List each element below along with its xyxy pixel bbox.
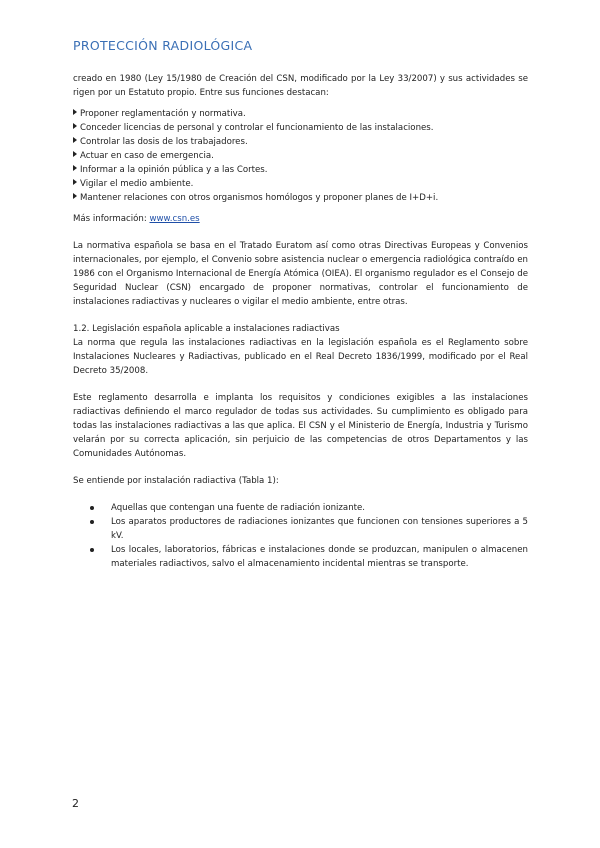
list-item: Los aparatos productores de radiaciones ionizantes que funcionen con tensiones superiores a 5 kV. xyxy=(73,515,528,543)
more-info xyxy=(73,212,528,226)
list-item: Vigilar el medio ambiente. xyxy=(73,177,528,191)
list-item: Mantener relaciones con otros organismos homólogos y proponer planes de I+D+i. xyxy=(73,191,528,205)
arrow-bullet-icon xyxy=(73,109,77,115)
page-number: 2 xyxy=(72,797,79,810)
list-item: Informar a la opinión pública y a las Cortes. xyxy=(73,163,528,177)
section-paragraph: La norma que regula las instalaciones radiactivas en la legislación española es el Reglamento sobre Instalaciones Nucleares y Radiactivas, publicado en el Real Decreto 1836/1999, modificado por el Real Decreto 35/2008. xyxy=(73,338,528,376)
bullet-dot-icon xyxy=(90,520,94,524)
bullet-dot-icon xyxy=(90,506,94,510)
definition-intro: Se entiende por instalación radiactiva (Tabla 1): xyxy=(73,476,279,486)
list-item: Los locales, laboratorios, fábricas e instalaciones donde se produzcan, manipulen o almacenen materiales radiactivos, salvo el almacenamiento incidental mientras se transporte. xyxy=(73,543,528,571)
bullet-dot-icon xyxy=(90,548,94,552)
arrow-bullet-icon xyxy=(73,165,77,171)
list-item: Actuar en caso de emergencia. xyxy=(73,149,528,163)
intro-paragraph: creado en 1980 (Ley 15/1980 de Creación del CSN, modificado por la Ley 33/2007) y sus actividades se rigen por un Estatuto propio. Entre sus funciones destacan: xyxy=(73,74,528,98)
list-item: Conceder licencias de personal y controlar el funcionamiento de las instalaciones. xyxy=(73,121,528,135)
arrow-bullet-icon xyxy=(73,151,77,157)
reglamento-paragraph: Este reglamento desarrolla e implanta los requisitos y condiciones exigibles a las instalaciones radiactivas definiendo el marco regulador de todas sus actividades. Su cumplimiento es obligado para todas las instalaciones radiactivas a las que aplica. El CSN y el Ministerio de Energía, Industria y Turismo velarán por su correcta aplicación, sin perjuicio de las competencias de otros Departamentos y las Comunidades Autónomas. xyxy=(73,393,528,459)
arrow-bullet-icon xyxy=(73,179,77,185)
list-item: Aquellas que contengan una fuente de radiación ionizante. xyxy=(73,501,528,515)
normativa-paragraph: La normativa española se basa en el Tratado Euratom así como otras Directivas Europeas y Convenios internacionales, por ejemplo, el Convenio sobre asistencia nuclear o emergencia radiológica contraído en 1986 con el Organismo Internacional de Energía Atómica (OIEA). El organismo regulador es el Consejo de Seguridad Nuclear (CSN) encargado de proponer normativas, controlar el funcionamiento de instalaciones radiactivas y nucleares o vigilar el medio ambiente, entre otras. xyxy=(73,241,528,307)
more-info-label: Más información: xyxy=(73,214,147,224)
list-item: Proponer reglamentación y normativa. xyxy=(73,107,528,121)
definition-list xyxy=(73,501,528,571)
arrow-bullet-icon xyxy=(73,137,77,143)
functions-list xyxy=(73,107,528,205)
arrow-bullet-icon xyxy=(73,123,77,129)
page-header-title: PROTECCIÓN RADIOLÓGICA xyxy=(73,38,253,53)
page-content xyxy=(73,72,528,571)
csn-link[interactable]: www.csn.es xyxy=(149,214,200,224)
arrow-bullet-icon xyxy=(73,193,77,199)
section-heading: 1.2. Legislación española aplicable a instalaciones radiactivas xyxy=(73,324,340,334)
list-item: Controlar las dosis de los trabajadores. xyxy=(73,135,528,149)
